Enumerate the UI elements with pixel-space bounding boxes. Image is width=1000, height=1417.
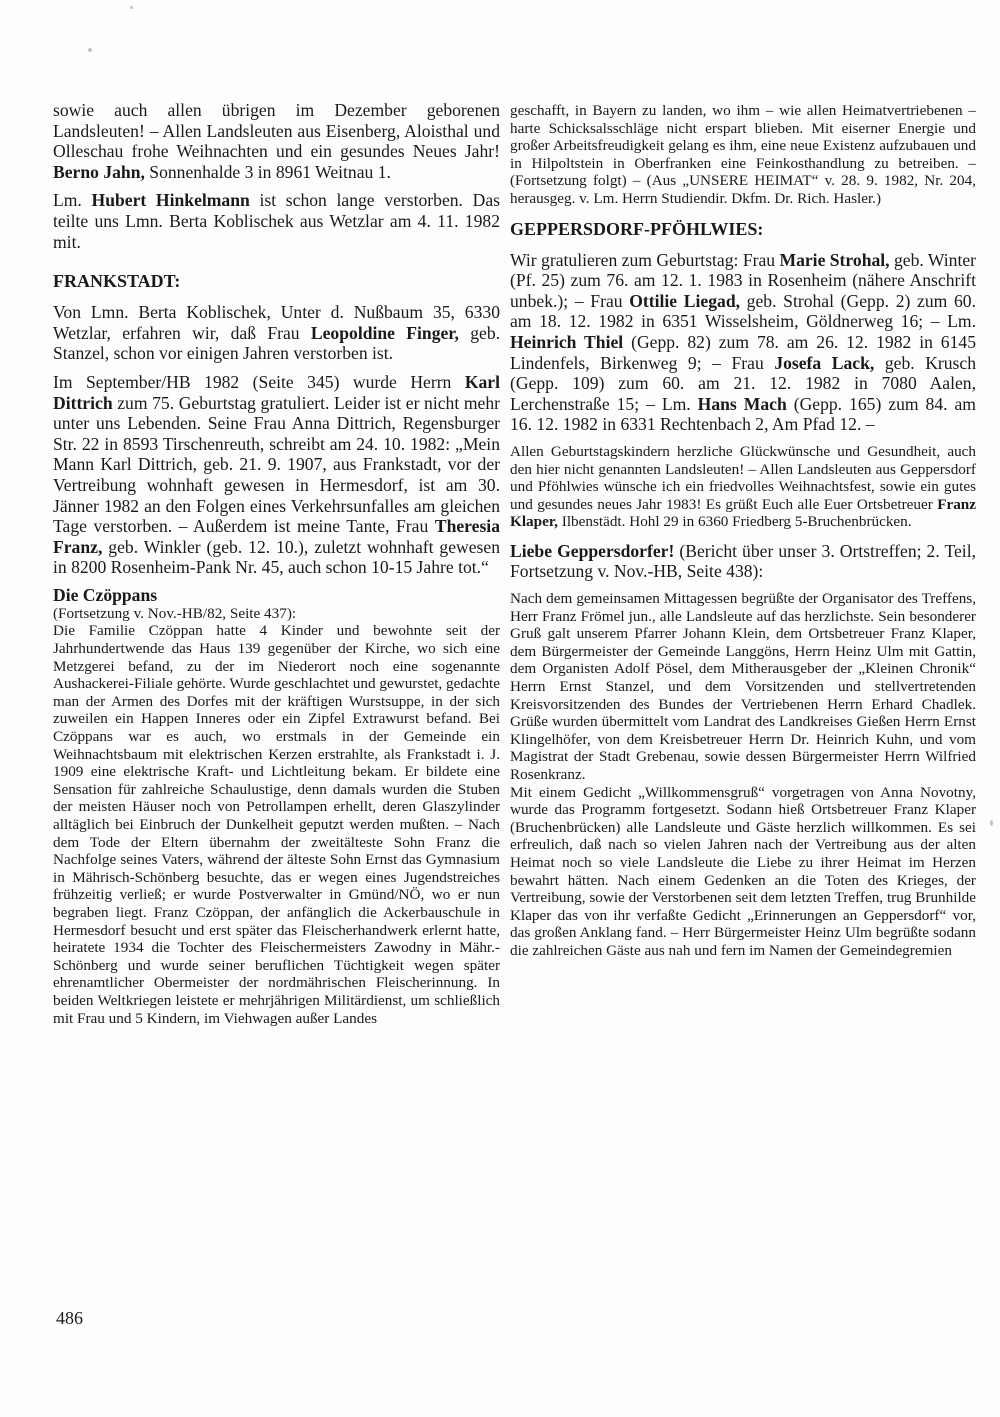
text-run: geschafft, in Bayern zu landen, wo ihm – wie allen Heimatvertriebenen – harte Schicksalsschläge nicht erspart blieben. Mit eiserner Energie und großer Arbeitsfreudigkeit gelang es ihm, eine neue Existenz aufzubauen und in Hilpoltstein in Oberfranken eine Feinkosthandlung zu betreiben. – (Fortsetzung folgt) – (Aus „UNSERE HEIMAT“ v. 28. 9. 1982, Nr. 204, herausgeg. v. Lm. Herrn Studiendir. Dkfm. Dr. Rich. Hasler.) [510, 102, 976, 207]
text-run: Sonnenhalde 3 in 8961 Weitnau 1. [144, 161, 391, 182]
text-run: Wir gratulieren zum Geburtstag: Frau [510, 249, 780, 270]
text-run: Ilbenstädt. Hohl 29 in 6360 Friedberg 5-Bruchenbrücken. [557, 513, 912, 531]
paragraph [53, 372, 500, 578]
scan-speck [990, 820, 993, 826]
text-run: Lm. [53, 190, 92, 211]
text-run: (Fortsetzung v. Nov.-HB/82, Seite 437): [53, 604, 297, 622]
bold-name: Heinrich Thiel [510, 331, 624, 352]
right-column [510, 102, 976, 960]
paragraph [510, 102, 976, 208]
bold-name: Berno Jahn, [53, 161, 145, 182]
text-run: zum 75. Geburtstag gratuliert. Leider ist er nicht mehr unter uns Lebenden. Seine Frau Anna Dittrich, Regensburger Str. 22 in 8593 Tirschenreuth, schreibt am 24. 10. 1982: „Mein Mann Karl Dittrich, geb. 21. 9. 1907, aus Frankstadt, vor der Vertreibung wohnhaft gewesen in Hermesdorf, ist am 30. Jänner 1982 an den Folgen eines Verkehrsunfalles am gleichen Tage verstorben. – Außerdem ist meine Tante, Frau [53, 392, 500, 537]
bold-name: Josefa Lack, [774, 352, 875, 373]
text-run: Nach dem gemeinsamen Mittagessen begrüßte der Organisator des Treffens, Herr Franz Frömel jun., alle Landsleute auf das herzlichste. Sein besonderer Gruß galt unserem Pfarrer Johann Klein, dem Ortsbetreuer Franz Klaper, dem Bürgermeister der Gemeinde Langgöns, Herrn Heinz Ulm mit Gattin, dem Organisten Adolf Pösel, dem Mitherausgeber der „Kleinen Chronik“ Herrn Ernst Stanzel, und dem Vorsitzenden und stellvertretenden Kreisvorsitzenden des Bundes der Vertriebenen Herrn Erhard Chadlek. Grüße wurden übermittelt vom Landrat des Landkreises Gießen Herrn Ernst Klingelhöfer, von dem Kreisbetreuer Herrn Dr. Heinrich Kuhn, und vom Magistrat der Stadt Grebenau, sowie dessen Bürgermeister Herrn Wilfried Rosenkranz. [510, 590, 976, 783]
text-run: geb. Krusch (Gepp. 109) zum 60. am 21. 12. 1982 in 7080 Aalen, Lerchenstraße 15; – Lm. [510, 352, 977, 414]
section-heading: GEPPERSDORF-PFÖHLWIES: [510, 218, 764, 239]
text-run: Allen Geburtstagskindern herzliche Glückwünsche und Gesundheit, auch den hier nicht genannten Landsleuten! – Allen Landsleuten aus Geppersdorf und Pföhlwies wünsche ich ein friedvolles Weihnachtsfest, sowie ein gutes und gesundes neues Jahr 1983! Es grüßt Euch alle Euer Ortsbetreuer [510, 442, 976, 513]
text-run: (Gepp. 82) zum 78. am 26. 12. 1982 in 6145 Lindenfels, Birkenweg 9; – Frau [510, 331, 976, 373]
bold-name: Ottilie Liegad, [629, 290, 740, 311]
paragraph [53, 302, 500, 364]
scan-speck [88, 48, 92, 52]
left-column [53, 100, 500, 1027]
paragraph [510, 541, 976, 582]
text-run: Die Familie Czöppan hatte 4 Kinder und bewohnte seit der Jahrhundertwende das Haus 139 gegenüber der Kirche, wo sich eine Metzgerei befand, zu der im Niederort noch eine sogenannte Aushackerei-Filiale gehörte. Wurde geschlachtet und gewurstet, gedachte man der Armen des Dorfes mit der kräftigen Wurstsuppe, in der sich zuweilen ein Happen Inneres oder ein Zipfel Extrawurst befand. Bei Czöppans war es auch, wo erstmals in der Gemeinde ein Weihnachtsbaum mit elektrischen Kerzen erstrahlte, als Frankstadt i. J. 1909 eine elektrische Kraft- und Lichtleitung bekam. Er bildete eine Sensation für zahlreiche Schaulustige, denn damals wurden die Stuben der meisten Häuser noch von Petrollampen erhellt, deren Glaszylinder alltäglich bei Einbruch der Dunkelheit geputzt werden mußten. – Nach dem Tode der Eltern übernahm der zweitälteste Sohn Franz die Nachfolge seines Vaters, während der älteste Sohn Ernst das Gymnasium in Mährisch-Schönberg besuchte, das er wegen eines Jugendstreiches frühzeitig verließ; er wurde Postverwalter in Gmünd/NÖ, wo er nun begraben liegt. Franz Czöppan, der anfänglich die Ackerbauschule in Hermesdorf besucht und erst später das Fleischerhandwerk erlernt hatte, heiratete 1934 die Tochter des Fleischermeisters Zawodny in Mähr.-Schönberg und wurde seiner beruflichen Tüchtigkeit wegen später ehrenamtlicher Obermeister der nordmährischen Fleischerinnung. In beiden Weltkriegen leistete er mehrjährigen Militärdienst, um schließlich mit Frau und 5 Kindern, im Viehwagen außer Landes [53, 622, 500, 1027]
paragraph [53, 605, 500, 623]
page-number: 486 [56, 1308, 83, 1328]
section-heading: FRANKSTADT: [53, 271, 181, 292]
text-run: Im September/HB 1982 (Seite 345) wurde Herrn [53, 371, 465, 392]
bold-name: Hans Mach [697, 393, 787, 414]
text-run: geb. Strohal (Gepp. 2) zum 60. am 18. 12. 1982 in 6351 Wisselsheim, Göldnerweg 16; – Lm. [510, 290, 976, 332]
text-run: Von Lmn. Berta Koblischek, Unter d. Nußbaum 35, 6330 Wetzlar, erfahren wir, daß Frau [53, 302, 500, 343]
text-run: geb. Stanzel, schon vor einigen Jahren verstorben ist. [53, 322, 501, 364]
bold-name: Liebe Geppersdorfer! [510, 540, 675, 561]
article-title: Die Czöppans [53, 584, 158, 605]
bold-name: Theresia Franz, [53, 516, 500, 557]
text-run: geb. Winter (Pf. 25) zum 76. am 12. 1. 1983 in Rosenheim (nähere Anschrift unbek.); – Frau [510, 249, 977, 311]
bold-name: Karl Dittrich [53, 371, 500, 413]
text-run: geb. Winkler (geb. 12. 10.), zuletzt wohnhaft gewesen in 8200 Rosenheim-Pank Nr. 45, auch schon 10-15 Jahre tot.“ [53, 536, 500, 578]
paragraph [510, 443, 976, 531]
paragraph [510, 784, 976, 960]
text-run: Mit einem Gedicht „Willkommensgruß“ vorgetragen von Anna Novotny, wurde das Programm fortgesetzt. Sodann hieß Ortsbetreuer Franz Klaper (Bruchenbrücken) alle Landsleute und Gäste herzlich willkommen. Es sei erfreulich, daß nach so vielen Jahren nach der Vertreibung aus der alten Heimat noch so viele Landsleute die Liebe zu ihrer Heimat im Herzen bewahrt hätten. Nach einem Gedenken an die Toten des Krieges, der Vertreibung, sowie der Verstorbenen seit dem letzten Treffen, trug Brunhilde Klaper das von ihr verfaßte Gedicht „Erinnerungen an Geppersdorf“ vor, das großen Anklang fand. – Herr Bürgermeister Heinz Ulm begrüßte sodann die zahlreichen Gäste aus nah und fern im Namen der Gemeindegremien [510, 783, 976, 959]
paragraph [53, 190, 500, 252]
paragraph [53, 622, 500, 1027]
paragraph [53, 100, 500, 182]
paragraph [510, 250, 976, 435]
text-run: ist schon lange verstorben. Das teilte uns Lmn. Berta Koblischek aus Wetzlar am 4. 11. 1982 mit. [53, 190, 500, 252]
bold-name: Hubert Hinkelmann [91, 190, 250, 211]
scan-speck [130, 6, 133, 9]
bold-name: Marie Strohal, [779, 249, 890, 270]
bold-name: Leopoldine Finger, [310, 322, 459, 343]
text-run: sowie auch allen übrigen im Dezember geborenen Landsleuten! – Allen Landsleuten aus Eisenberg, Aloisthal und Olleschau frohe Weihnachten und ein gesundes Neues Jahr! [53, 100, 500, 162]
text-run: (Gepp. 165) zum 84. am 16. 12. 1982 in 6331 Rechtenbach 2, Am Pfad 12. – [510, 393, 976, 435]
bold-name: Franz Klaper, [510, 495, 976, 531]
text-run: (Bericht über unser 3. Ortstreffen; 2. Teil, Fortsetzung v. Nov.-HB, Seite 438): [510, 540, 976, 582]
paragraph [510, 590, 976, 784]
